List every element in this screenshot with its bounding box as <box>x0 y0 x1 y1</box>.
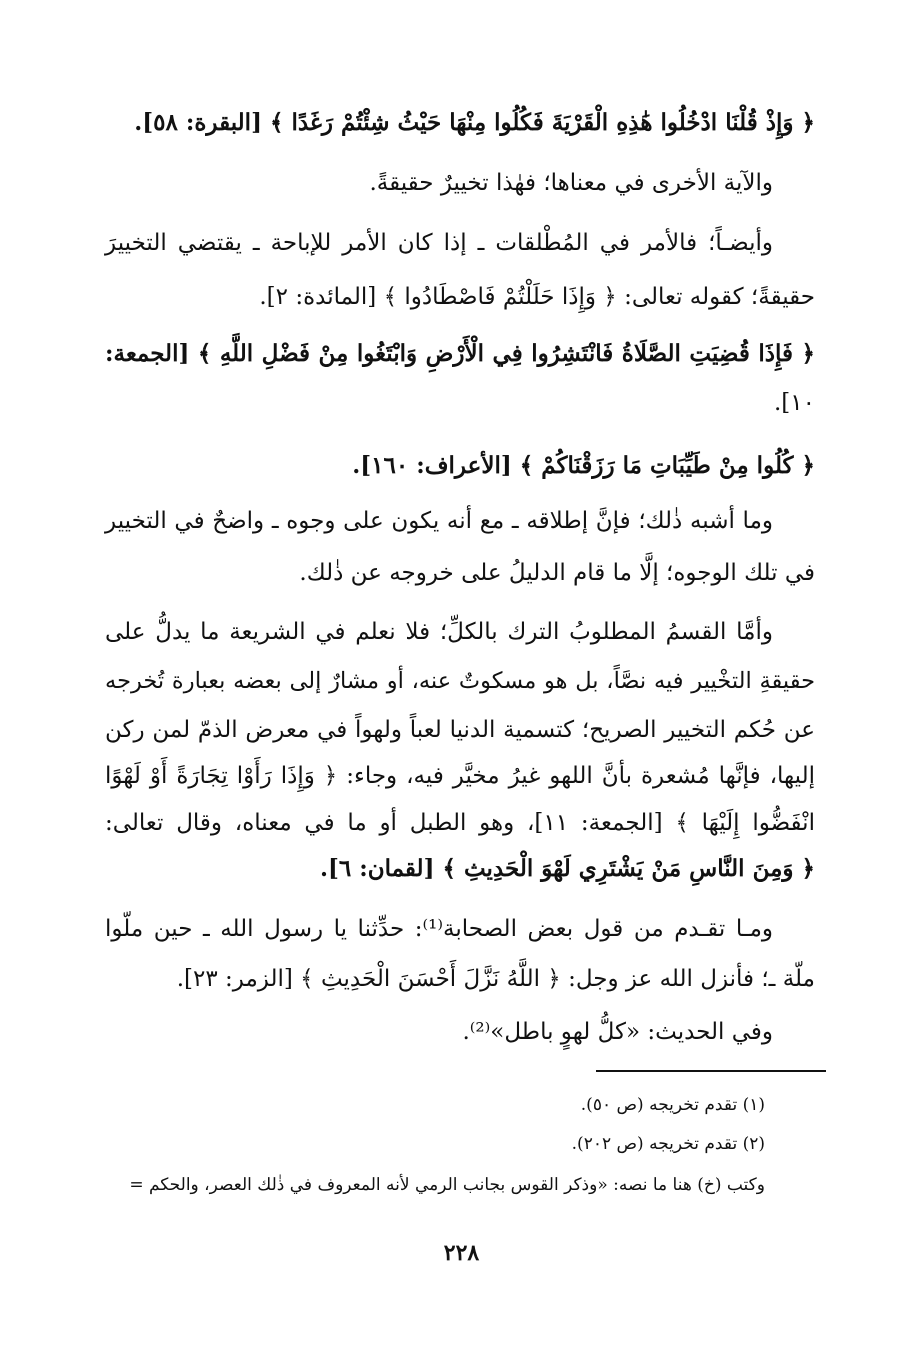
text-line: حقيقةً؛ كقوله تعالى: ﴿ وَإِذَا حَلَلْتُمْ فَاصْطَادُوا ﴾ [المائدة: ٢]. <box>259 284 815 310</box>
quran-verse-baqarah-58: ﴿ وَإِذْ قُلْنَا ادْخُلُوا هَٰذِهِ الْقَرْيَةَ فَكُلُوا مِنْهَا حَيْثُ شِئْتُمْ رَغَدًا ﴾ [البقرة: ٥٨]. <box>134 109 815 136</box>
text-line: حقيقةِ التخْيير فيه نصَّاً، بل هو مسكوتٌ عنه، أو مشارٌ إلى بعضه بعبارة تُخرجه <box>105 668 815 694</box>
text-line: وما أشبه ذٰلك؛ فإنَّ إطلاقه ـ مع أنه يكون على وجوه ـ واضحٌ في التخيير <box>105 508 773 534</box>
text-line: وأيضـاً؛ فالأمر في المُطْلقات ـ إذا كان الأمر للإباحة ـ يقتضي التخييرَ <box>105 230 773 256</box>
text-line: عن حُكم التخيير الصريح؛ كتسمية الدنيا لعباً ولهواً في معرض الذمّ لمن ركن <box>105 717 815 743</box>
text-line: ومـا تقـدم من قول بعض الصحابة⁽¹⁾: حدِّثنا يا رسول الله ـ حين ملّوا <box>105 916 773 942</box>
footnote-continuation: وكتب (خ) هنا ما نصه: «وذكر القوس بجانب الرمي لأنه المعروف في ذٰلك العصر، والحكم = <box>129 1175 765 1195</box>
text-line: وفي الحديث: «كلُّ لهوٍ باطل»⁽²⁾. <box>462 1019 773 1045</box>
text-line: إليها، فإنَّها مُشعرة بأنَّ اللهو غيرُ مخيَّر فيه، وجاء: ﴿ وَإِذَا رَأَوْا تِجَارَةً أَوْ لَهْوًا <box>105 763 815 789</box>
text-line: في تلك الوجوه؛ إلَّا ما قام الدليلُ على خروجه عن ذٰلك. <box>299 560 815 586</box>
footnote-separator <box>596 1070 826 1072</box>
text-line: ١٠]. <box>773 390 815 416</box>
text-line: والآية الأخرى في معناها؛ فهٰذا تخييرٌ حقيقةً. <box>369 170 773 196</box>
quran-verse-jumuah-10: ﴿ فَإِذَا قُضِيَتِ الصَّلَاةُ فَانْتَشِرُوا فِي الْأَرْضِ وَابْتَغُوا مِنْ فَضْلِ اللَّهِ ﴾ [الجمعة: <box>105 340 815 367</box>
text-line: انْفَضُّوا إِلَيْهَا ﴾ [الجمعة: ١١]، وهو الطبل أو ما في معناه، وقال تعالى: <box>105 810 815 836</box>
text-line: وأمَّا القسمُ المطلوبُ الترك بالكلِّ؛ فلا نعلم في الشريعة ما يدلُّ على <box>105 619 773 645</box>
footnote-1: (١) تقدم تخريجه (ص ٥٠). <box>580 1095 765 1115</box>
quran-verse-araf-160: ﴿ كُلُوا مِنْ طَيِّبَاتِ مَا رَزَقْنَاكُمْ ﴾ [الأعراف: ١٦٠]. <box>352 452 815 479</box>
footnote-2: (٢) تقدم تخريجه (ص ٢٠٢). <box>571 1134 765 1154</box>
text-line: ملّة ـ؛ فأنزل الله عز وجل: ﴿ اللَّهُ نَزَّلَ أَحْسَنَ الْحَدِيثِ ﴾ [الزمر: ٢٣]. <box>176 966 815 992</box>
page-number: ٢٢٨ <box>443 1240 480 1266</box>
quran-verse-luqman-6: ﴿ وَمِنَ النَّاسِ مَنْ يَشْتَرِي لَهْوَ الْحَدِيثِ ﴾ [لقمان: ٦]. <box>319 855 815 882</box>
